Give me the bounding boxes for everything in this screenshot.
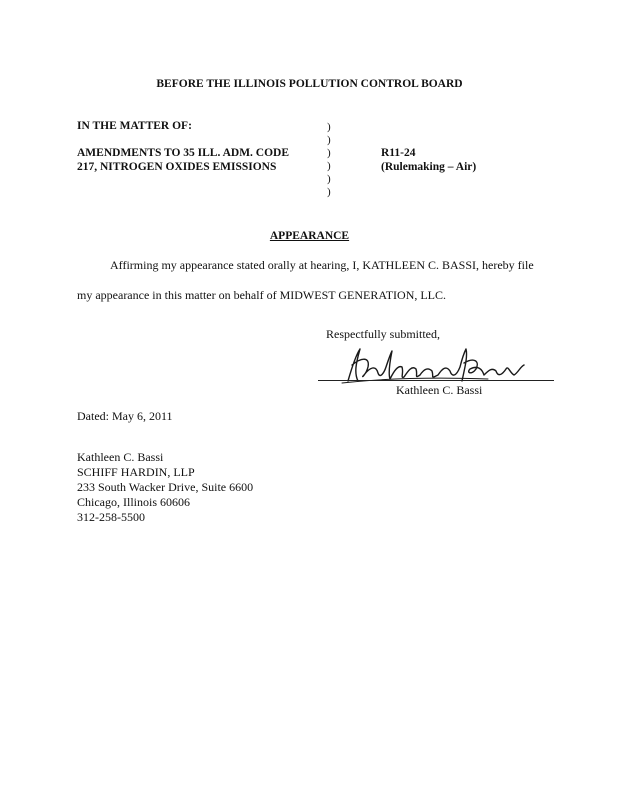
document-title: BEFORE THE ILLINOIS POLLUTION CONTROL BOARD xyxy=(156,78,463,90)
closing-text: Respectfully submitted, xyxy=(326,327,440,341)
address-line-city: Chicago, Illinois 60606 xyxy=(77,495,190,509)
subject-line-2: 217, NITROGEN OXIDES EMISSIONS xyxy=(77,161,277,173)
address-line-firm: SCHIFF HARDIN, LLP xyxy=(77,465,195,479)
address-line-street: 233 South Wacker Drive, Suite 6600 xyxy=(77,480,254,494)
paren-2: ) xyxy=(327,134,331,146)
case-number: R11-24 xyxy=(381,147,416,159)
dated-line: Dated: May 6, 2011 xyxy=(77,409,173,423)
case-type: (Rulemaking – Air) xyxy=(381,161,477,173)
subject-line-1: AMENDMENTS TO 35 ILL. ADM. CODE xyxy=(77,147,290,159)
matter-label: IN THE MATTER OF: xyxy=(77,120,192,132)
paren-3: ) xyxy=(327,147,331,159)
signer-name: Kathleen C. Bassi xyxy=(396,383,483,397)
appearance-heading: APPEARANCE xyxy=(269,230,350,242)
paren-4: ) xyxy=(327,160,331,172)
body-line-1: Affirming my appearance stated orally at hearing, I, KATHLEEN C. BASSI, hereby file xyxy=(110,258,534,272)
paren-6: ) xyxy=(327,186,331,198)
paren-1: ) xyxy=(327,121,331,133)
address-line-name: Kathleen C. Bassi xyxy=(77,450,164,464)
signature-line xyxy=(318,380,554,381)
paren-5: ) xyxy=(327,173,331,185)
body-line-2: my appearance in this matter on behalf of MIDWEST GENERATION, LLC. xyxy=(77,288,447,302)
address-line-phone: 312-258-5500 xyxy=(77,510,145,524)
